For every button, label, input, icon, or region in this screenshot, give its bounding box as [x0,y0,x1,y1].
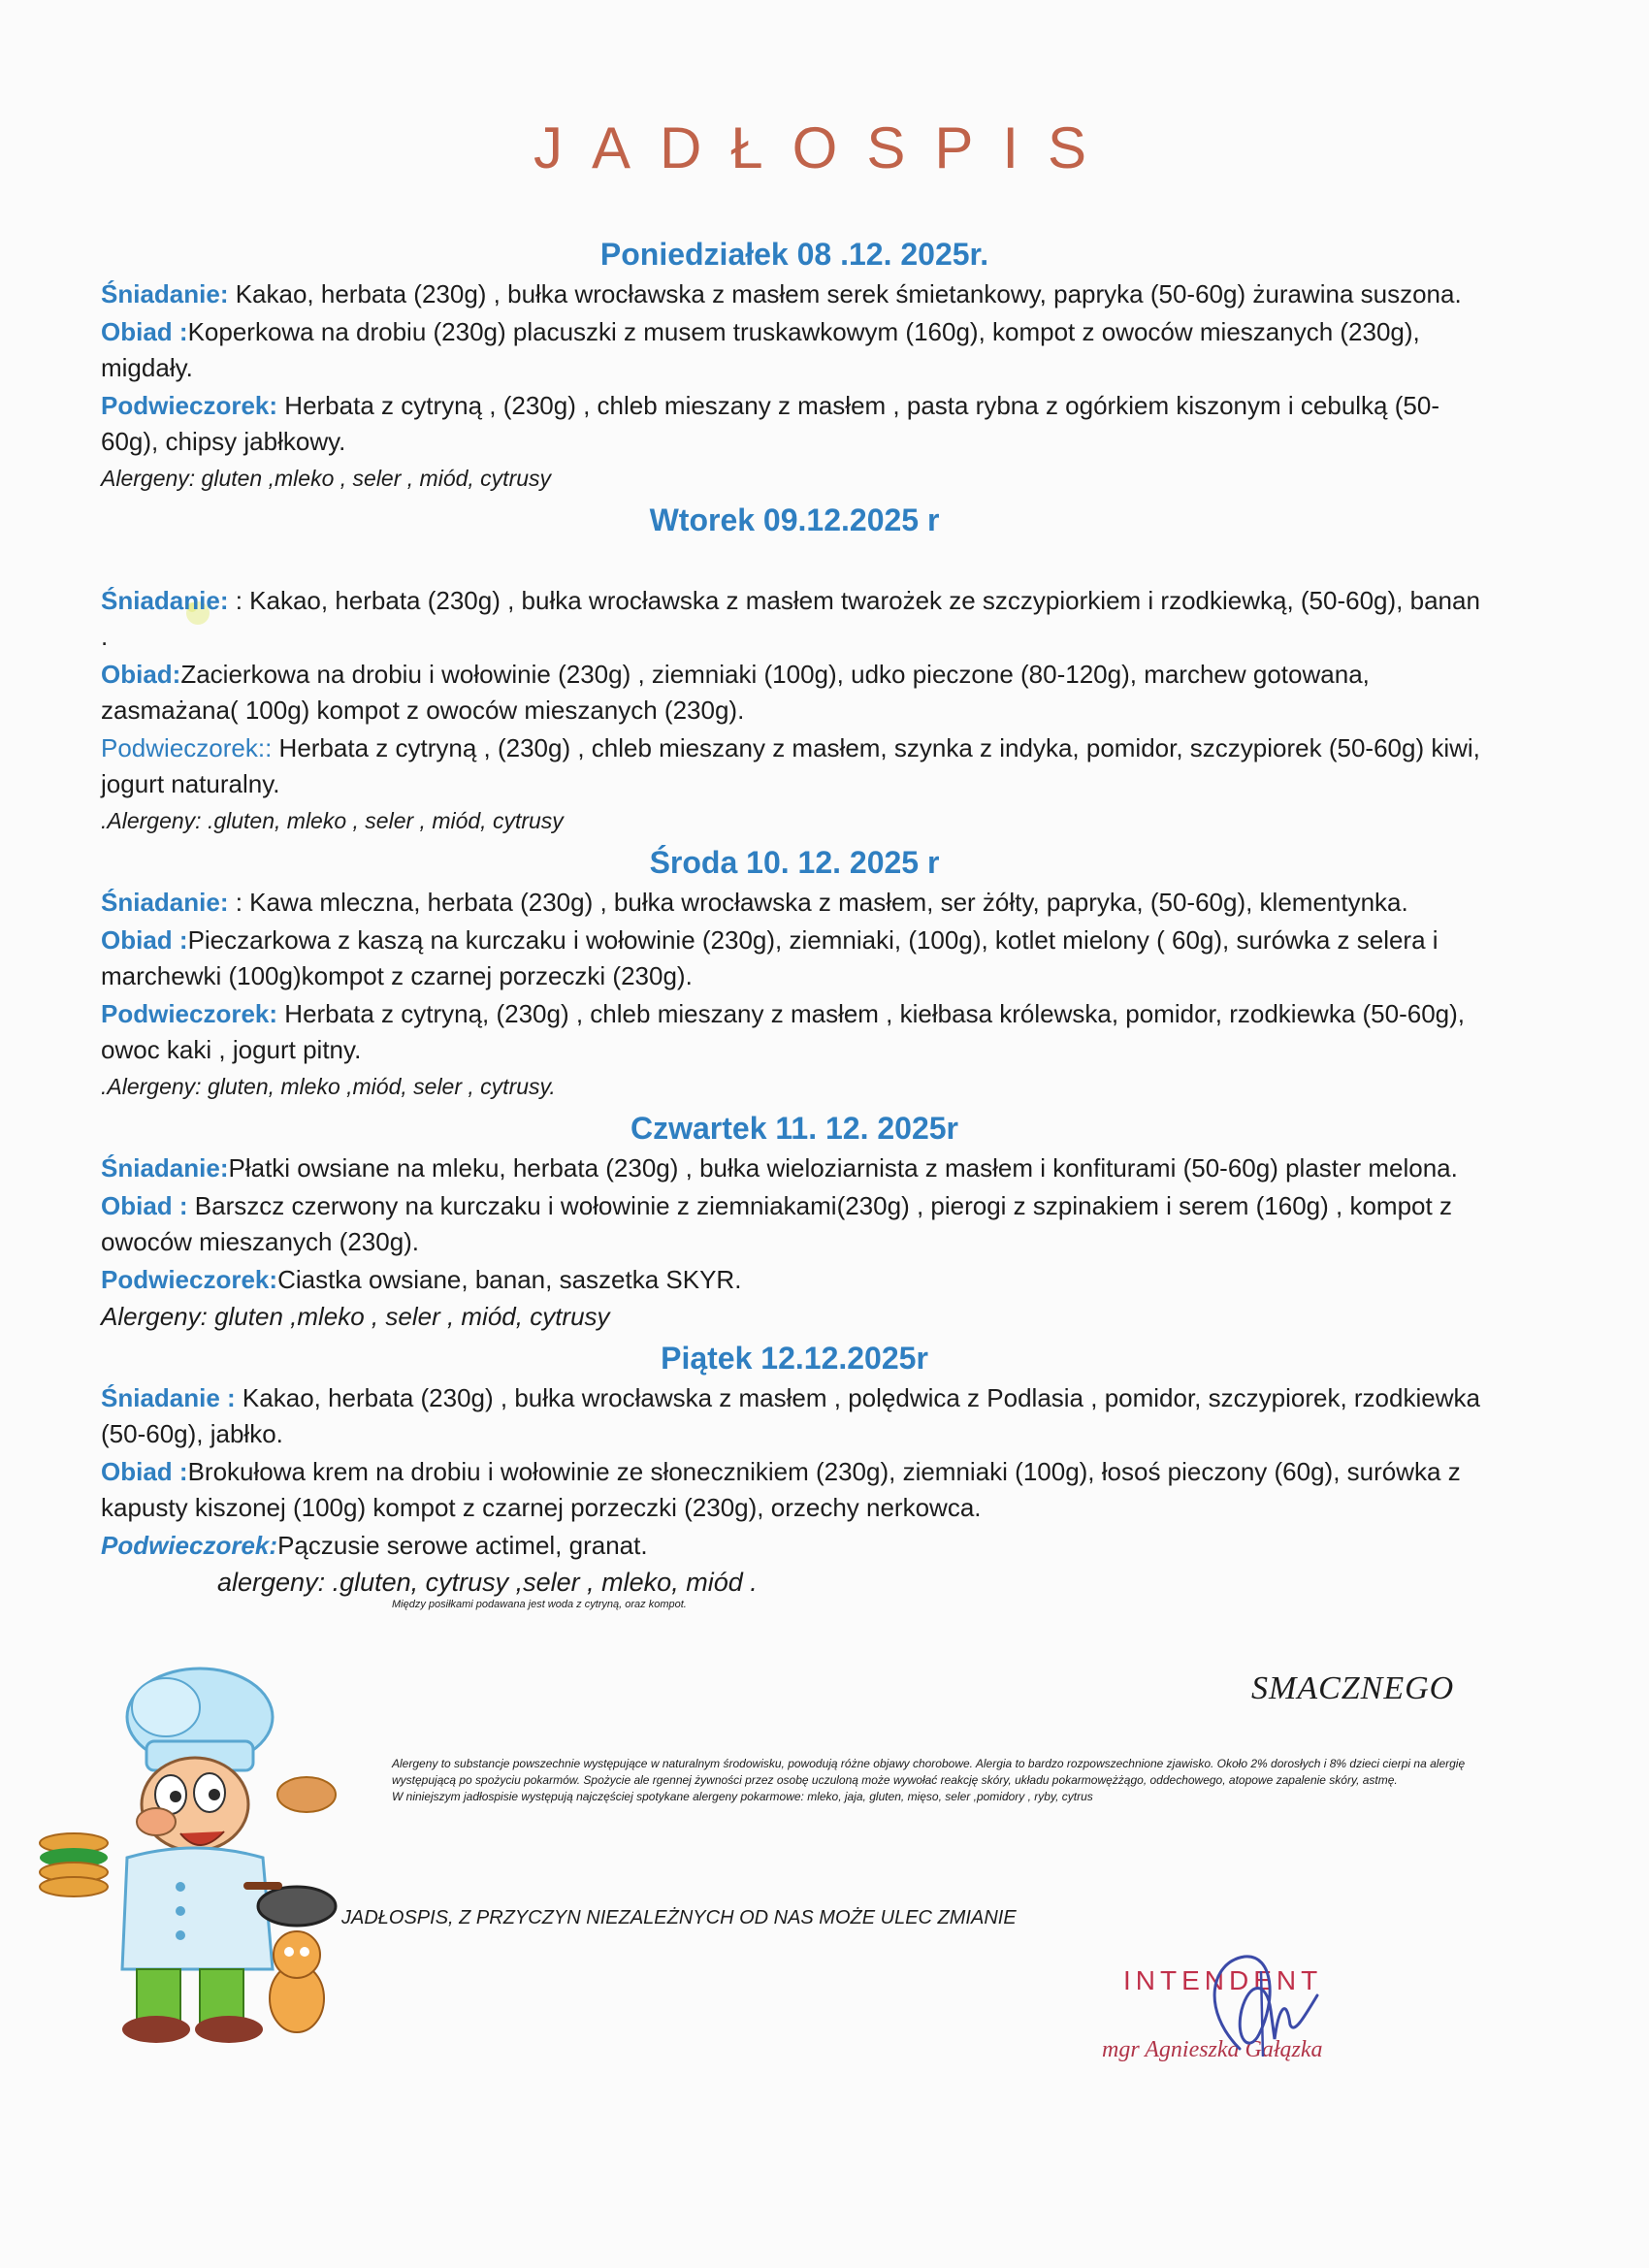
day-title: Poniedziałek 08 .12. 2025r. [599,237,989,272]
dinner-text: Pieczarkowa z kaszą na kurczaku i wołowinie (230g), ziemniaki, (100g), kotlet mielony ( 60g), surówka z selera i marchewki (100g)kompot z czarnej porzeczki (230g). [101,925,1439,990]
breakfast-label: Śniadanie: [101,279,229,308]
dinner-line [101,1188,1488,1260]
breakfast-line [101,583,1488,655]
breakfast-line [101,276,1488,312]
snack-label: Podwieczorek:: [101,733,273,762]
day-title: Piątek 12.12.2025r [661,1341,928,1376]
day-tuesday [101,502,1488,837]
snack-label: Podwieczorek: [101,1531,278,1560]
snack-line [101,996,1488,1068]
change-note: JADŁOSPIS, Z PRZYCZYN NIEZALEŻNYCH OD NAS MOŻE ULEC ZMIANIE [341,1907,1017,1928]
snack-text: Herbata z cytryną , (230g) , chleb mieszany z masłem , pasta rybna z ogórkiem kiszonym i cebulką (50-60g), chipsy jabłkowy. [101,391,1439,456]
dinner-text: Brokułowa krem na drobiu i wołowinie ze słonecznikiem (230g), ziemniaki (100g), łosoś pieczony (60g), surówka z kapusty kiszonej (100g) kompot z czarnej porzeczki (230g), orzechy nerkowca. [101,1457,1461,1522]
smacznego-text: SMACZNEGO [1251,1670,1455,1706]
snack-text: Herbata z cytryną, (230g) , chleb mieszany z masłem , kiełbasa królewska, pomidor, rzodkiewka (50-60g), owoc kaki , jogurt pitny. [101,999,1466,1064]
breakfast-text: Kakao, herbata (230g) , bułka wrocławska z masłem , polędwica z Podlasia , pomidor, szczypiorek, rzodkiewka (50-60g), jabłko. [101,1383,1480,1448]
day-wednesday [101,845,1488,1103]
dinner-label: Obiad: [101,660,181,689]
day-title: Wtorek 09.12.2025 r [649,502,940,537]
dinner-text: Koperkowa na drobiu (230g) placuszki z musem truskawkowym (160g), kompot z owoców mieszanych (230g), migdały. [101,317,1420,382]
allergens-line: alergeny: .gluten, cytrusy ,seler , mleko, miód . [217,1568,758,1597]
menu-content [101,231,1488,1621]
breakfast-label: Śniadanie: [101,586,229,615]
snack-line [101,1528,1488,1564]
snack-label: Podwieczorek: [101,391,278,420]
breakfast-label: Śniadanie : [101,1383,236,1412]
day-title: Czwartek 11. 12. 2025r [630,1111,958,1146]
allergens-line: .Alergeny: .gluten, mleko , seler , miód, cytrusy [101,808,564,833]
breakfast-line [101,1380,1488,1452]
snack-line [101,388,1488,460]
snack-label: Podwieczorek: [101,1265,278,1294]
page-title: JADŁOSPIS [533,115,1116,180]
allergens-line: Alergeny: gluten ,mleko , seler , miód, cytrusy [101,1302,610,1331]
allergy-note-text: Alergeny to substancje powszechnie występujące w naturalnym środowisku, powodują różne objawy chorobowe. Alergia to bardzo rozpowszechnione zjawisko. Około 2% dorosłych i 8% dzieci cierpi na alergię występującą po spożyciu pokarmów. Spożycie ale rgennej żywności przez osobę uczuloną może wywołać reakcję skóry, układu pokarmowężżągo, oddechowego, atopowe zapalenie skóry, astmę. [392,1757,1466,1787]
dinner-line [101,314,1488,386]
breakfast-text: Płatki owsiane na mleku, herbata (230g) , bułka wieloziarnista z masłem i konfiturami (50-60g) plaster melona. [228,1153,1458,1183]
breakfast-label: Śniadanie: [101,1153,229,1183]
snack-label: Podwieczorek: [101,999,278,1028]
snack-line [101,730,1488,802]
dinner-label: Obiad : [101,1191,188,1220]
chef-cartoon-icon [35,1649,345,2057]
dinner-label: Obiad : [101,925,188,955]
allergens-line: Alergeny: gluten ,mleko , seler , miód, cytrusy [101,466,552,491]
dinner-text: Zacierkowa na drobiu i wołowinie (230g) , ziemniaki (100g), udko pieczone (80-120g), marchew gotowana, zasmażana( 100g) kompot z owoców mieszanych (230g). [101,660,1370,725]
snack-line [101,1262,1488,1298]
allergy-note-list: W niniejszym jadłospisie występują najczęściej spotykane alergeny pokarmowe: mleko, jaja, gluten, mięso, seler ,pomidory , ryby, cytrus [392,1790,1093,1803]
dinner-line [101,1454,1488,1526]
breakfast-line [101,885,1488,921]
dinner-line [101,923,1488,994]
stamp-role: INTENDENT [1123,1965,1323,1995]
allergens-line: .Alergeny: gluten, mleko ,miód, seler , cytrusy. [101,1074,556,1099]
day-title: Środa 10. 12. 2025 r [649,845,940,880]
breakfast-line [101,1150,1488,1186]
breakfast-text: : Kakao, herbata (230g) , bułka wrocławska z masłem twarożek ze szczypiorkiem i rzodkiewką, (50-60g), banan . [101,586,1480,651]
breakfast-label: Śniadanie: [101,888,229,917]
stamp-name: mgr Agnieszka Gałązka [1102,2037,1323,2062]
breakfast-text: : Kawa mleczna, herbata (230g) , bułka wrocławska z masłem, ser żółty, papryka, (50-60g), klementynka. [228,888,1408,917]
day-thursday [101,1111,1488,1333]
allergy-note [392,1756,1488,1805]
day-friday [101,1341,1488,1610]
water-note: Między posiłkami podawana jest woda z cytryną, oraz kompot. [392,1599,687,1610]
dinner-label: Obiad : [101,317,188,346]
breakfast-text: Kakao, herbata (230g) , bułka wrocławska z masłem serek śmietankowy, papryka (50-60g) żurawina suszona. [228,279,1462,308]
day-monday [101,237,1488,495]
dinner-label: Obiad : [101,1457,188,1486]
snack-text: Ciastka owsiane, banan, saszetka SKYR. [277,1265,742,1294]
dinner-line [101,657,1488,729]
snack-text: Herbata z cytryną , (230g) , chleb mieszany z masłem, szynka z indyka, pomidor, szczypiorek (50-60g) kiwi, jogurt naturalny. [101,733,1480,798]
dinner-text: Barszcz czerwony na kurczaku i wołowinie z ziemniakami(230g) , pierogi z szpinakiem i serem (160g) , kompot z owoców mieszanych (230g). [101,1191,1452,1256]
snack-text: Pączusie serowe actimel, granat. [277,1531,648,1560]
signature-icon [1181,1942,1346,2068]
